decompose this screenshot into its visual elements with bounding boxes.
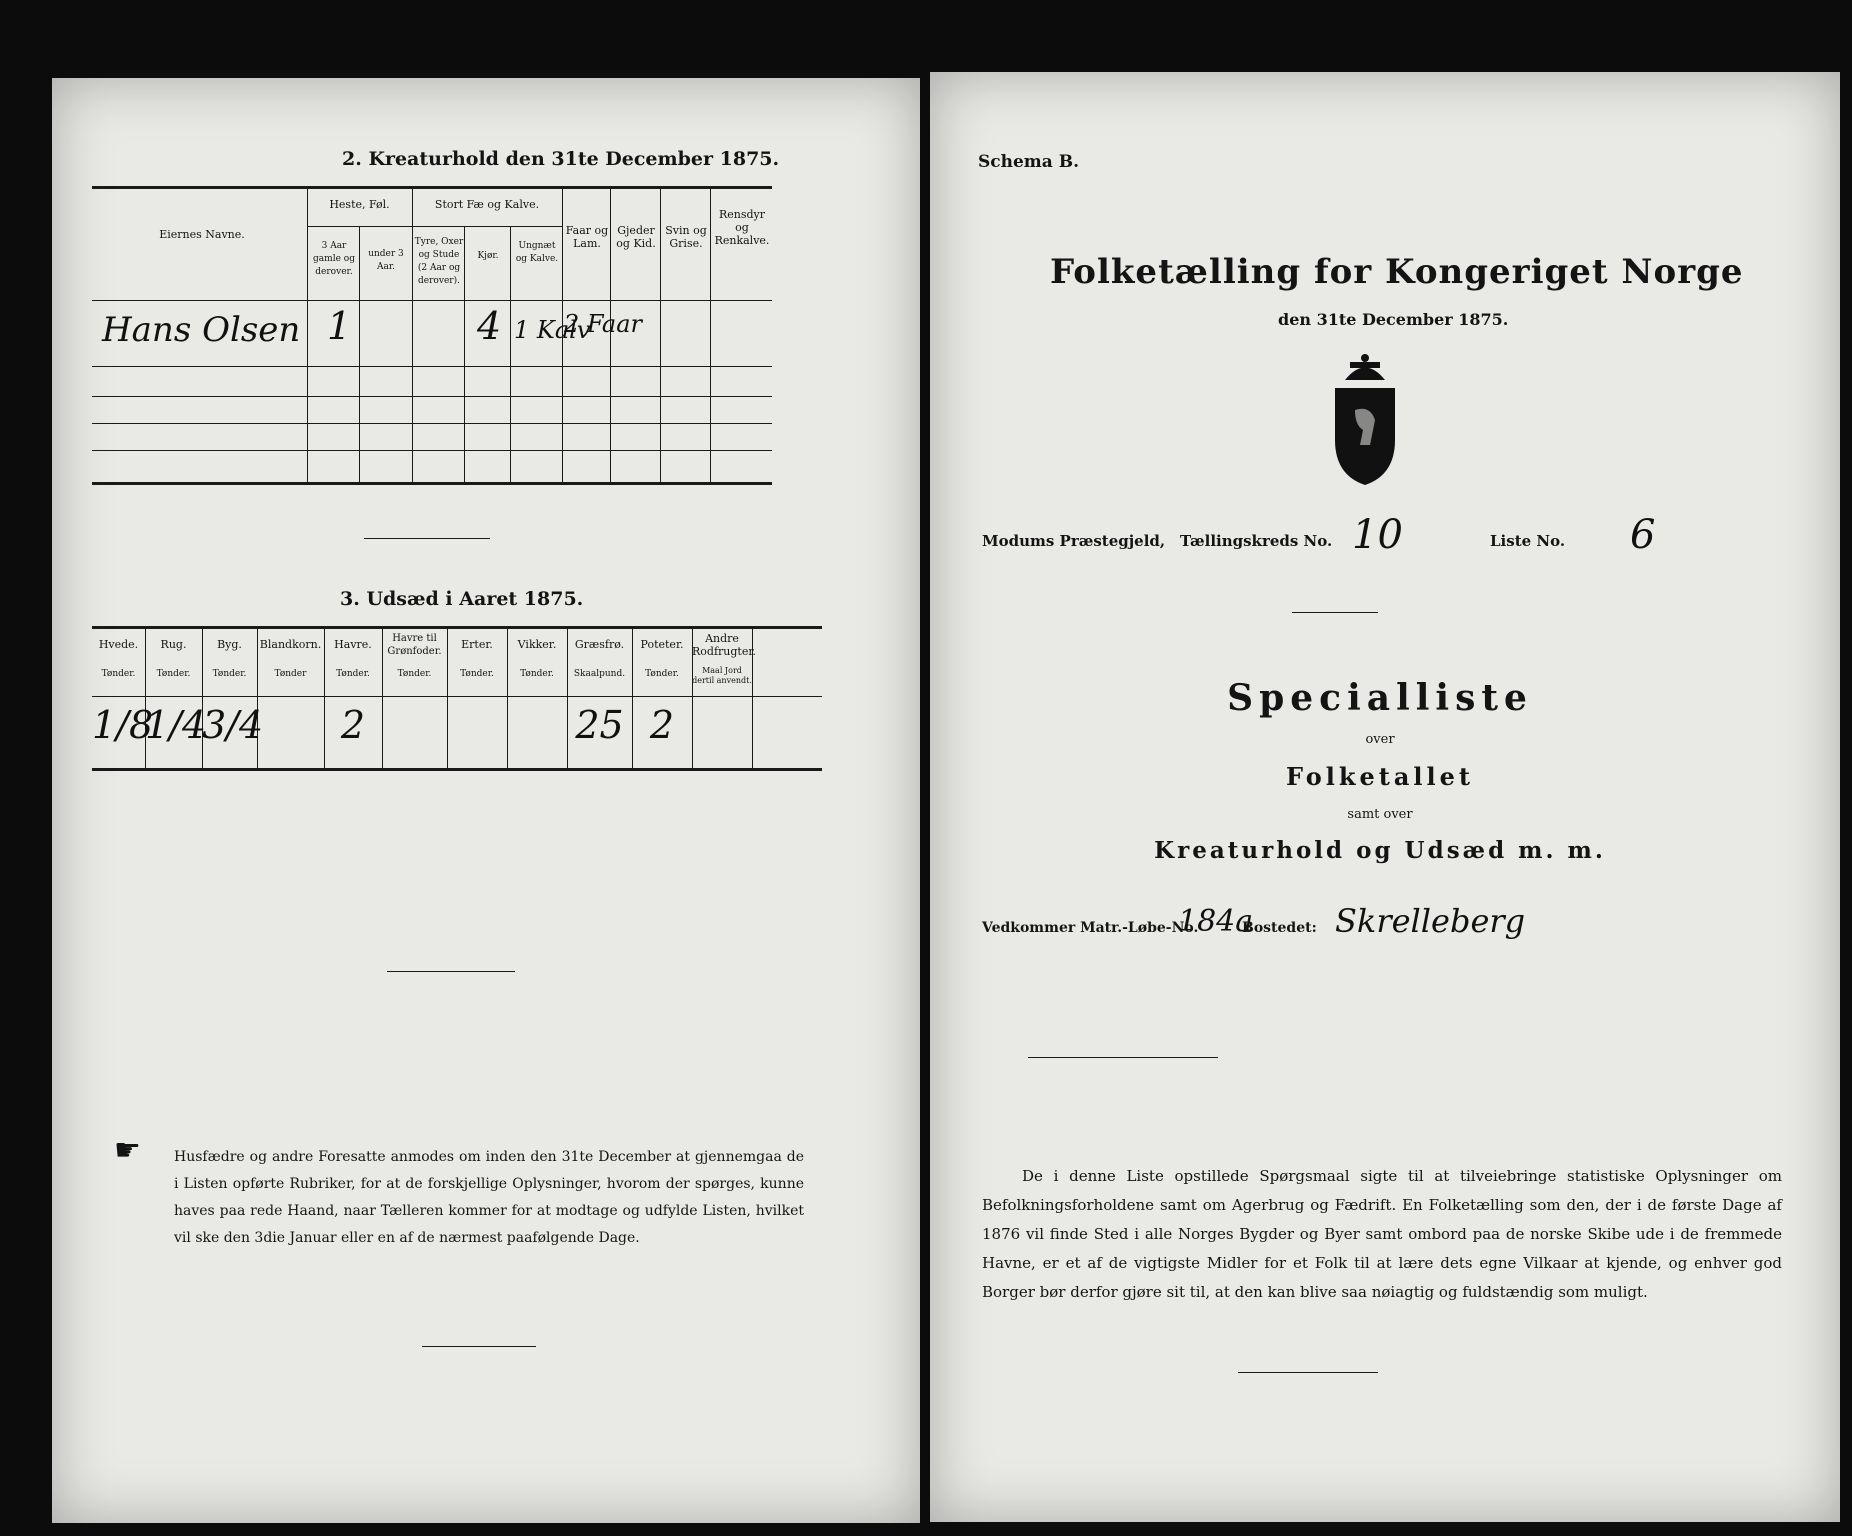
col-line-4 [464, 226, 465, 482]
header-horses: Heste, Føl. [329, 198, 390, 211]
seed-unit-barley: Tønder. [212, 669, 247, 679]
seed-value-rye: 1/4 [145, 703, 207, 747]
norway-coat-of-arms-icon [1315, 350, 1415, 490]
section2-title: 2. Kreaturhold den 31te December 1875. [342, 148, 780, 170]
schema-label: Schema B. [978, 152, 1080, 172]
header-reindeer: Rensdyr og Renkalve. [714, 208, 770, 247]
right-page [930, 72, 1840, 1522]
list-number: 6 [1630, 512, 1656, 558]
livestock-table-top-rule [92, 186, 772, 189]
specialliste-title: Specialliste [1227, 677, 1533, 719]
header-cattle-cows: Kjør. [477, 251, 499, 261]
seed-unit-oats: Tønder. [336, 669, 370, 679]
main-title: Folketælling for Kongeriget Norge [1050, 252, 1744, 292]
header-sheep: Faar og Lam. [565, 224, 609, 250]
over-text-1: over [1365, 732, 1395, 747]
col-line-1 [307, 186, 308, 482]
seed-unit-root-crops: Maal Jord dertil anvendt. [692, 666, 752, 685]
pointing-hand-icon: ☛ [114, 1133, 141, 1168]
census-purpose-paragraph: De i denne Liste opstillede Spørgsmaal sigte til at tilveiebringe statistiske Oplysninger om Befolkningsforholdene samt om Agerbrug og Fædrift. En Folketælling som den, der i de første Dage af 1876 vil finde Sted i alle Norges Bygder og Byer samt ombord paa de norske Skibe ude i de fremmede Havne, er et af de vigtigste Midler for et Folk til at lære dets egne Vilkaar at kjende, og enhver god Borger bør derfor gjøre sit til, at den kan blive saa nøiagtig og fuldstændig som muligt. [982, 1167, 1782, 1301]
header-goats: Gjeder og Kid. [616, 224, 656, 250]
cattle-sub-rule [412, 226, 562, 227]
seed-unit-peas: Tønder. [460, 669, 494, 679]
separator-rule-3 [422, 1346, 536, 1347]
seed-table-bottom-rule [92, 768, 822, 771]
separator-rule-6 [1238, 1372, 1378, 1373]
col-line-5 [510, 226, 511, 482]
header-cattle-bulls: Tyre, Oxer og Stude (2 Aar og derover). [414, 237, 464, 286]
header-pigs: Svin og Grise. [665, 224, 707, 250]
livestock-row-rule-3 [92, 423, 772, 424]
col-line-9 [710, 186, 711, 482]
seed-header-green-oats: Havre til Grønfoder. [387, 633, 442, 657]
seed-value-grass-seed: 25 [575, 703, 624, 747]
seed-header-barley: Byg. [217, 638, 242, 651]
livestock-row-rule-1 [92, 366, 772, 367]
seed-header-peas: Erter. [461, 638, 493, 651]
young-cattle-entry: 1 Kalv [514, 316, 591, 344]
livestock-table-bottom-rule [92, 482, 772, 485]
horses-adult-entry: 1 [327, 304, 352, 348]
sheep-entry: 2 Faar [564, 310, 643, 338]
seed-header-wheat: Hvede. [98, 638, 139, 651]
cows-entry: 4 [477, 304, 502, 348]
col-line-3 [412, 186, 413, 482]
header-owner: Eiernes Navne. [159, 228, 245, 241]
header-horses-young: under 3 Aar. [368, 249, 404, 272]
livestock-header-rule [92, 300, 772, 301]
separator-rule-2 [387, 971, 515, 972]
list-label: Liste No. [1490, 532, 1566, 550]
seed-header-vetch: Vikker. [517, 638, 557, 651]
seed-value-oats: 2 [340, 703, 366, 747]
census-date: den 31te December 1875. [1278, 310, 1509, 329]
bosted-value: Skrelleberg [1335, 902, 1526, 940]
col-line-2 [359, 226, 360, 482]
seed-unit-mixed-grain: Tønder [274, 669, 307, 679]
seed-header-rye: Rug. [160, 638, 187, 651]
parish-label: Modums Præstegjeld, [982, 532, 1166, 550]
seed-unit-rye: Tønder. [156, 669, 191, 679]
district-label: Tællingskreds No. [1180, 532, 1333, 550]
seed-value-potatoes: 2 [649, 703, 675, 747]
seed-header-potatoes: Poteter. [640, 638, 684, 651]
header-horses-adult: 3 Aar gamle og derover. [313, 241, 355, 277]
seed-header-mixed-grain: Blandkorn. [259, 638, 322, 651]
seed-header-root-crops: Andre Rodfrugter. [692, 632, 756, 658]
matr-number: 184a [1178, 904, 1254, 939]
header-cattle: Stort Fæ og Kalve. [434, 198, 540, 211]
bosted-label: Bostedet: [1242, 920, 1317, 936]
folketallet-title: Folketallet [1286, 762, 1474, 791]
separator-rule-5 [1028, 1057, 1218, 1058]
seed-value-wheat: 1/8 [92, 703, 154, 747]
matr-label: Vedkommer Matr.-Løbe-No. [982, 920, 1199, 936]
seed-unit-green-oats: Tønder. [397, 669, 432, 679]
samt-over-text: samt over [1347, 807, 1413, 822]
livestock-row-rule-4 [92, 450, 772, 451]
separator-rule-1 [364, 538, 490, 539]
left-page [52, 78, 920, 1523]
kreaturhold-title: Kreaturhold og Udsæd m. m. [1154, 837, 1606, 864]
seed-unit-grass-seed: Skaalpund. [573, 669, 626, 679]
district-number: 10 [1352, 512, 1403, 558]
seed-header-oats: Havre. [334, 638, 372, 651]
bleed-through-texture [52, 78, 920, 1523]
owner-name-entry: Hans Olsen [102, 310, 301, 350]
livestock-row-rule-2 [92, 396, 772, 397]
seed-header-grass-seed: Græsfrø. [574, 638, 625, 651]
householder-notice: Husfædre og andre Foresatte anmodes om inden den 31te December at gjennemgaa de i Listen opførte Rubriker, for at de forskjellige Oplysninger, hvorom der spørges, kunne haves paa rede Haand, naar Tælleren kommer for at modtage og udfylde Listen, hvilket vil ske den 3die Januar eller en af de nærmest paafølgende Dage. [174, 1149, 804, 1246]
header-cattle-young: Ungnæt og Kalve. [515, 241, 559, 264]
seed-unit-wheat: Tønder. [101, 669, 136, 679]
seed-value-barley: 3/4 [202, 703, 264, 747]
separator-rule-4 [1292, 612, 1378, 613]
seed-unit-vetch: Tønder. [520, 669, 554, 679]
section3-title: 3. Udsæd i Aaret 1875. [340, 588, 584, 610]
col-line-8 [660, 186, 661, 482]
seed-unit-potatoes: Tønder. [645, 669, 679, 679]
